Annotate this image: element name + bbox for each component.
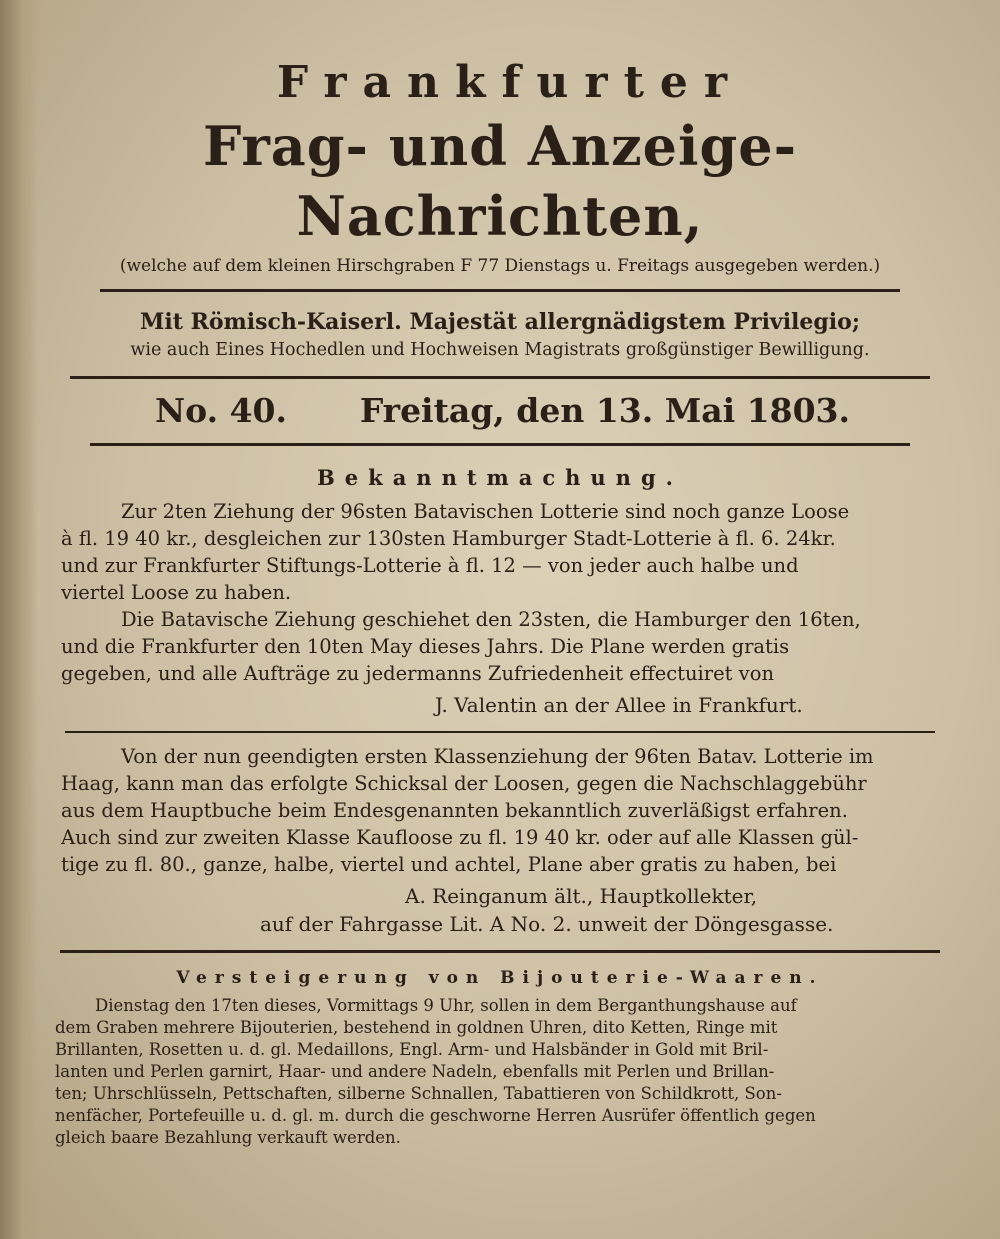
issue-date: Freitag, den 13. Mai 1803. (359, 391, 850, 430)
divider-rule (90, 443, 910, 446)
masthead-title-line1: Frankfurter (276, 57, 744, 108)
privilege-block (55, 308, 945, 362)
masthead (55, 55, 945, 277)
text-line: nenfächer, Portefeuille u. d. gl. m. durch die geschworne Herren Ausrüfer öffentlich gegen (55, 1106, 816, 1125)
text-line: tige zu fl. 80., ganze, halbe, viertel und achtel, Plane aber gratis zu haben, bei (61, 853, 837, 876)
text-line: gleich baare Bezahlung verkauft werden. (55, 1128, 401, 1147)
notice-signature: A. Reinganum ält., Hauptkollekter, (405, 884, 758, 908)
notice-heading: Bekanntmachung. (317, 465, 683, 490)
text-line: aus dem Hauptbuche beim Endesgenannten bekanntlich zuverläßigst erfahren. (61, 799, 848, 822)
issue-line (55, 379, 945, 443)
issue-number: No. 40. (155, 391, 287, 430)
text-line: Von der nun geendigten ersten Klassenziehung der 96ten Batav. Lotterie im (121, 745, 874, 768)
text-line: und die Frankfurter den 10ten May dieses Jahrs. Die Plane werden gratis (61, 635, 790, 658)
binding-spine (0, 0, 38, 1239)
notice-lottery (55, 464, 945, 719)
text-line: Auch sind zur zweiten Klasse Kaufloose zu fl. 19 40 kr. oder auf alle Klassen gül- (61, 826, 859, 849)
page-content (55, 55, 945, 1149)
privilege-line2: wie auch Eines Hochedlen und Hochweisen Magistrats großgünstiger Bewilligung. (130, 340, 870, 360)
divider-rule (65, 731, 935, 733)
notice-auction (55, 967, 945, 1149)
notice-signature: J. Valentin an der Allee in Frankfurt. (435, 693, 803, 717)
divider-rule (100, 289, 900, 292)
notice-paragraph (55, 995, 945, 1149)
divider-rule (60, 950, 940, 953)
text-line: gegeben, und alle Aufträge zu jedermanns Zufriedenheit effectuiret von (61, 662, 774, 685)
masthead-subtitle: (welche auf dem kleinen Hirschgraben F 77 Dienstags u. Freitags ausgegeben werden.) (119, 256, 881, 276)
privilege-line1: Mit Römisch-Kaiserl. Majestät allergnädigstem Privilegio; (140, 309, 860, 335)
notice-paragraph (55, 498, 945, 606)
text-line: viertel Loose zu haben. (61, 581, 292, 604)
text-line: und zur Frankfurter Stiftungs-Lotterie à fl. 12 — von jeder auch halbe und (61, 554, 799, 577)
text-line: lanten und Perlen garnirt, Haar- und andere Nadeln, ebenfalls mit Perlen und Brillan- (55, 1062, 775, 1081)
notice-classlottery (55, 743, 945, 938)
notice-paragraph (55, 743, 945, 878)
text-line: à fl. 19 40 kr., desgleichen zur 130sten Hamburger Stadt-Lotterie à fl. 6. 24kr. (61, 527, 836, 550)
text-line: ten; Uhrschlüsseln, Pettschaften, silberne Schnallen, Tabattieren von Schildkrott, Son- (55, 1084, 782, 1103)
text-line: Haag, kann man das erfolgte Schicksal der Loosen, gegen die Nachschlaggebühr (61, 772, 867, 795)
text-line: Dienstag den 17ten dieses, Vormittags 9 Uhr, sollen in dem Berganthungshause auf (95, 996, 797, 1015)
text-line: dem Graben mehrere Bijouterien, bestehend in goldnen Uhren, dito Ketten, Ringe mit (55, 1018, 778, 1037)
notice-heading: Versteigerung von Bijouterie-Waaren. (176, 968, 824, 988)
text-line: Die Batavische Ziehung geschiehet den 23sten, die Hamburger den 16ten, (121, 608, 861, 631)
notice-signature-address: auf der Fahrgasse Lit. A No. 2. unweit der Döngesgasse. (260, 912, 834, 936)
text-line: Brillanten, Rosetten u. d. gl. Medaillons, Engl. Arm- und Halsbänder in Gold mit Bril- (55, 1040, 769, 1059)
masthead-title-line2: Frag- und Anzeige-Nachrichten, (202, 114, 798, 248)
text-line: Zur 2ten Ziehung der 96sten Batavischen Lotterie sind noch ganze Loose (121, 500, 850, 523)
notice-paragraph (55, 606, 945, 687)
